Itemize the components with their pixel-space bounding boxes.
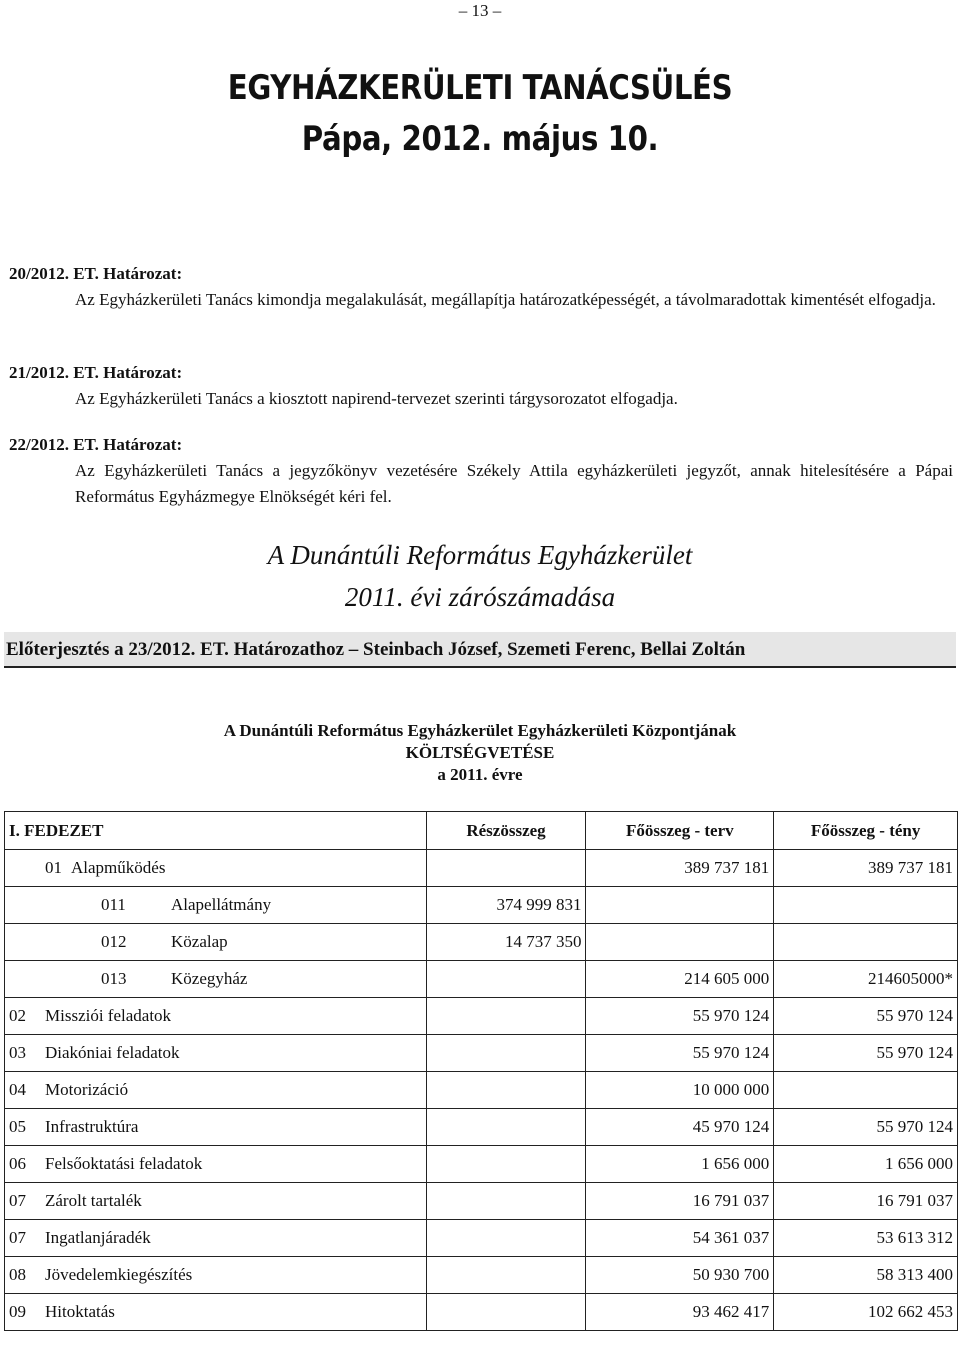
table-row <box>5 1257 958 1294</box>
cell-actual: 55 970 124 <box>774 1035 958 1072</box>
row-name: Diakóniai feladatok <box>45 1043 180 1062</box>
resolution-text: Az Egyházkerületi Tanács a jegyzőkönyv vezetésére Székely Attila egyházkerületi jegyzőt, annak hitelesítésére a Pápai Református Egyházmegye Elnökségét kéri fel. <box>75 461 953 506</box>
budget-table <box>4 811 958 1331</box>
row-code: 04 <box>9 1080 26 1099</box>
resolution-text: Az Egyházkerületi Tanács a kiosztott napirend-tervezet szerinti tárgysorozatot elfogadja. <box>75 389 678 408</box>
table-row <box>5 1109 958 1146</box>
row-code: 05 <box>9 1117 26 1136</box>
row-name: Felsőoktatási feladatok <box>45 1154 203 1173</box>
section-heading: A Dunántúli Református Egyházkerület <box>267 540 693 570</box>
resolution-22 <box>9 432 953 510</box>
resolution-21 <box>9 360 953 412</box>
cell-plan: 10 000 000 <box>586 1072 774 1109</box>
row-name: Hitoktatás <box>45 1302 115 1321</box>
resolution-text: Az Egyházkerületi Tanács kimondja megalakulását, megállapítja határozatképességét, a távolmaradottak kimentését elfogadja. <box>75 290 936 309</box>
row-label <box>5 1257 427 1294</box>
row-label <box>5 1183 427 1220</box>
table-row <box>5 1072 958 1109</box>
row-code: 08 <box>9 1265 26 1284</box>
row-label <box>5 961 427 998</box>
budget-title-line: a 2011. évre <box>437 765 523 784</box>
row-name: Ingatlanjáradék <box>45 1228 151 1247</box>
row-code: 01 <box>45 858 62 877</box>
cell-plan: 55 970 124 <box>586 998 774 1035</box>
table-header-row <box>5 812 958 850</box>
row-name: Jövedelemkiegészítés <box>45 1265 193 1284</box>
table-row <box>5 1146 958 1183</box>
row-label <box>5 1294 427 1331</box>
column-header-actual: Főösszeg - tény <box>774 812 958 850</box>
cell-actual: 55 970 124 <box>774 998 958 1035</box>
table-row <box>5 1294 958 1331</box>
resolution-20 <box>9 261 953 313</box>
row-name: Közalap <box>171 932 228 951</box>
cell-actual: 102 662 453 <box>774 1294 958 1331</box>
row-name: Missziói feladatok <box>45 1006 172 1025</box>
cell-partial <box>426 1109 586 1146</box>
row-label <box>5 1072 427 1109</box>
cell-actual <box>774 924 958 961</box>
row-name: Alapműködés <box>71 858 166 877</box>
cell-partial <box>426 1294 586 1331</box>
cell-partial <box>426 961 586 998</box>
cell-partial: 374 999 831 <box>426 887 586 924</box>
table-row <box>5 998 958 1035</box>
cell-plan: 1 656 000 <box>586 1146 774 1183</box>
cell-plan: 214 605 000 <box>586 961 774 998</box>
row-code: 013 <box>101 969 127 988</box>
column-header-fedezet: I. FEDEZET <box>5 812 427 850</box>
cell-plan <box>586 924 774 961</box>
table-row <box>5 1035 958 1072</box>
cell-partial <box>426 1146 586 1183</box>
budget-title-line: A Dunántúli Református Egyházkerület Egyházkerületi Központjának <box>223 721 737 740</box>
cell-partial <box>426 1183 586 1220</box>
cell-partial <box>426 1035 586 1072</box>
cell-partial <box>426 1072 586 1109</box>
row-label <box>5 1220 427 1257</box>
budget-title-line: KÖLTSÉGVETÉSE <box>405 743 555 762</box>
row-name: Zárolt tartalék <box>45 1191 142 1210</box>
cell-plan: 55 970 124 <box>586 1035 774 1072</box>
row-name: Közegyház <box>171 969 248 988</box>
cell-actual <box>774 1072 958 1109</box>
row-label <box>5 998 427 1035</box>
resolution-number: 20/2012. ET. Határozat: <box>9 264 183 283</box>
section-heading-year: 2011. évi zárószámadása <box>344 582 616 612</box>
row-name: Infrastruktúra <box>45 1117 139 1136</box>
row-label <box>5 850 427 887</box>
table-row <box>5 850 958 887</box>
cell-plan: 54 361 037 <box>586 1220 774 1257</box>
row-code: 011 <box>101 895 126 914</box>
column-header-partial: Részösszeg <box>426 812 586 850</box>
cell-plan: 389 737 181 <box>586 850 774 887</box>
row-label <box>5 1146 427 1183</box>
cell-actual: 214605000* <box>774 961 958 998</box>
cell-plan: 45 970 124 <box>586 1109 774 1146</box>
table-row <box>5 961 958 998</box>
table-row <box>5 1220 958 1257</box>
resolution-number: 21/2012. ET. Határozat: <box>9 363 183 382</box>
cell-partial <box>426 1220 586 1257</box>
resolution-number: 22/2012. ET. Határozat: <box>9 435 183 454</box>
table-row <box>5 924 958 961</box>
proposal-banner: Előterjesztés a 23/2012. ET. Határozathoz – Steinbach József, Szemeti Ferenc, Bellai Zoltán <box>4 632 956 668</box>
row-code: 07 <box>9 1191 26 1210</box>
column-header-plan: Főösszeg - terv <box>586 812 774 850</box>
page-title: EGYHÁZKERÜLETI TANÁCSÜLÉS <box>227 68 733 108</box>
row-label <box>5 1035 427 1072</box>
row-code: 09 <box>9 1302 26 1321</box>
cell-partial <box>426 1257 586 1294</box>
cell-partial: 14 737 350 <box>426 924 586 961</box>
cell-plan: 50 930 700 <box>586 1257 774 1294</box>
cell-actual: 1 656 000 <box>774 1146 958 1183</box>
table-row <box>5 887 958 924</box>
cell-actual: 53 613 312 <box>774 1220 958 1257</box>
row-label <box>5 924 427 961</box>
table-row <box>5 1183 958 1220</box>
cell-actual <box>774 887 958 924</box>
cell-plan: 16 791 037 <box>586 1183 774 1220</box>
row-code: 02 <box>9 1006 26 1025</box>
row-code: 012 <box>101 932 127 951</box>
row-name: Alapellátmány <box>171 895 272 914</box>
page-subtitle: Pápa, 2012. május 10. <box>301 119 659 159</box>
row-label <box>5 1109 427 1146</box>
cell-partial <box>426 850 586 887</box>
row-name: Motorizáció <box>45 1080 129 1099</box>
row-code: 06 <box>9 1154 26 1173</box>
cell-actual: 389 737 181 <box>774 850 958 887</box>
cell-actual: 58 313 400 <box>774 1257 958 1294</box>
cell-actual: 16 791 037 <box>774 1183 958 1220</box>
cell-plan: 93 462 417 <box>586 1294 774 1331</box>
page-number: – 13 – <box>458 1 502 20</box>
row-code: 07 <box>9 1228 26 1247</box>
cell-partial <box>426 998 586 1035</box>
cell-actual: 55 970 124 <box>774 1109 958 1146</box>
budget-title <box>0 720 960 786</box>
row-label <box>5 887 427 924</box>
cell-plan <box>586 887 774 924</box>
row-code: 03 <box>9 1043 26 1062</box>
